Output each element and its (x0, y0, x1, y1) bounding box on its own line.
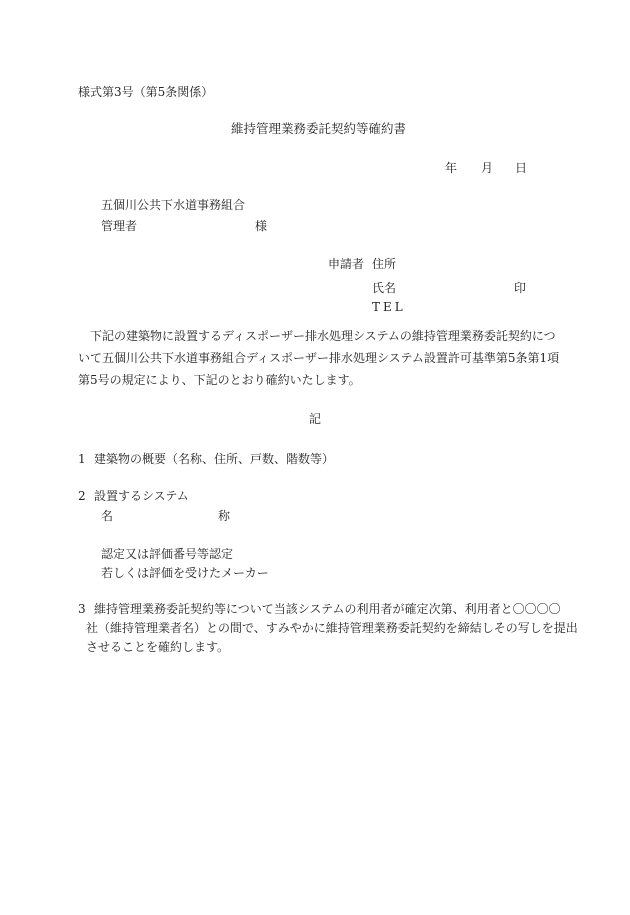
item-3-line-2: 社（維持管理業者名）との間で、すみやかに維持管理業務委託契約を締結しその写しを提出 (86, 621, 578, 635)
ki-heading: 記 (309, 412, 322, 426)
item-1-text: 建築物の概要（名称、住所、戸数、階数等） (94, 452, 335, 466)
document-title: 維持管理業務委託契約等確約書 (231, 121, 407, 136)
item-2-number: 2 (78, 489, 86, 503)
applicant-name-label: 氏名 (372, 281, 397, 295)
form-number: 様式第3号（第5条関係） (78, 85, 214, 99)
item-2-name-label-1: 名 (101, 509, 114, 523)
date-year-label: 年 (445, 161, 458, 175)
item-3-line-1: 維持管理業務委託契約等について当該システムの利用者が確定次第、利用者と〇〇〇〇 (94, 602, 561, 616)
item-1-number: 1 (78, 452, 86, 466)
item-2-name-label-2: 称 (218, 509, 231, 523)
seal-mark: 印 (514, 281, 527, 295)
item-2-text: 設置するシステム (94, 489, 189, 503)
date-month-label: 月 (481, 161, 494, 175)
intro-line-2: いて五個川公共下水道事務組合ディスポーザー排水処理システム設置許可基準第5条第1項 (78, 351, 560, 365)
item-3-number: 3 (78, 602, 86, 616)
applicant-tel-label: TEL (372, 300, 406, 314)
item-2-cert-line-1: 認定又は評価番号等認定 (101, 547, 234, 561)
addressee-manager: 管理者 (101, 219, 138, 233)
intro-line-3: 第5号の規定により、下記のとおり確約いたします。 (78, 373, 361, 387)
item-3-line-3: させることを確約します。 (86, 640, 230, 654)
intro-line-1: 下記の建築物に設置するディスポーザー排水処理システムの維持管理業務委託契約につ (90, 329, 556, 343)
applicant-address-label: 住所 (372, 257, 397, 271)
addressee-organization: 五個川公共下水道事務組合 (101, 198, 246, 212)
item-2-cert-line-2: 若しくは評価を受けたメーカー (101, 566, 269, 580)
addressee-honorific: 様 (255, 219, 268, 233)
date-day-label: 日 (515, 161, 528, 175)
applicant-label: 申請者 (328, 257, 365, 271)
